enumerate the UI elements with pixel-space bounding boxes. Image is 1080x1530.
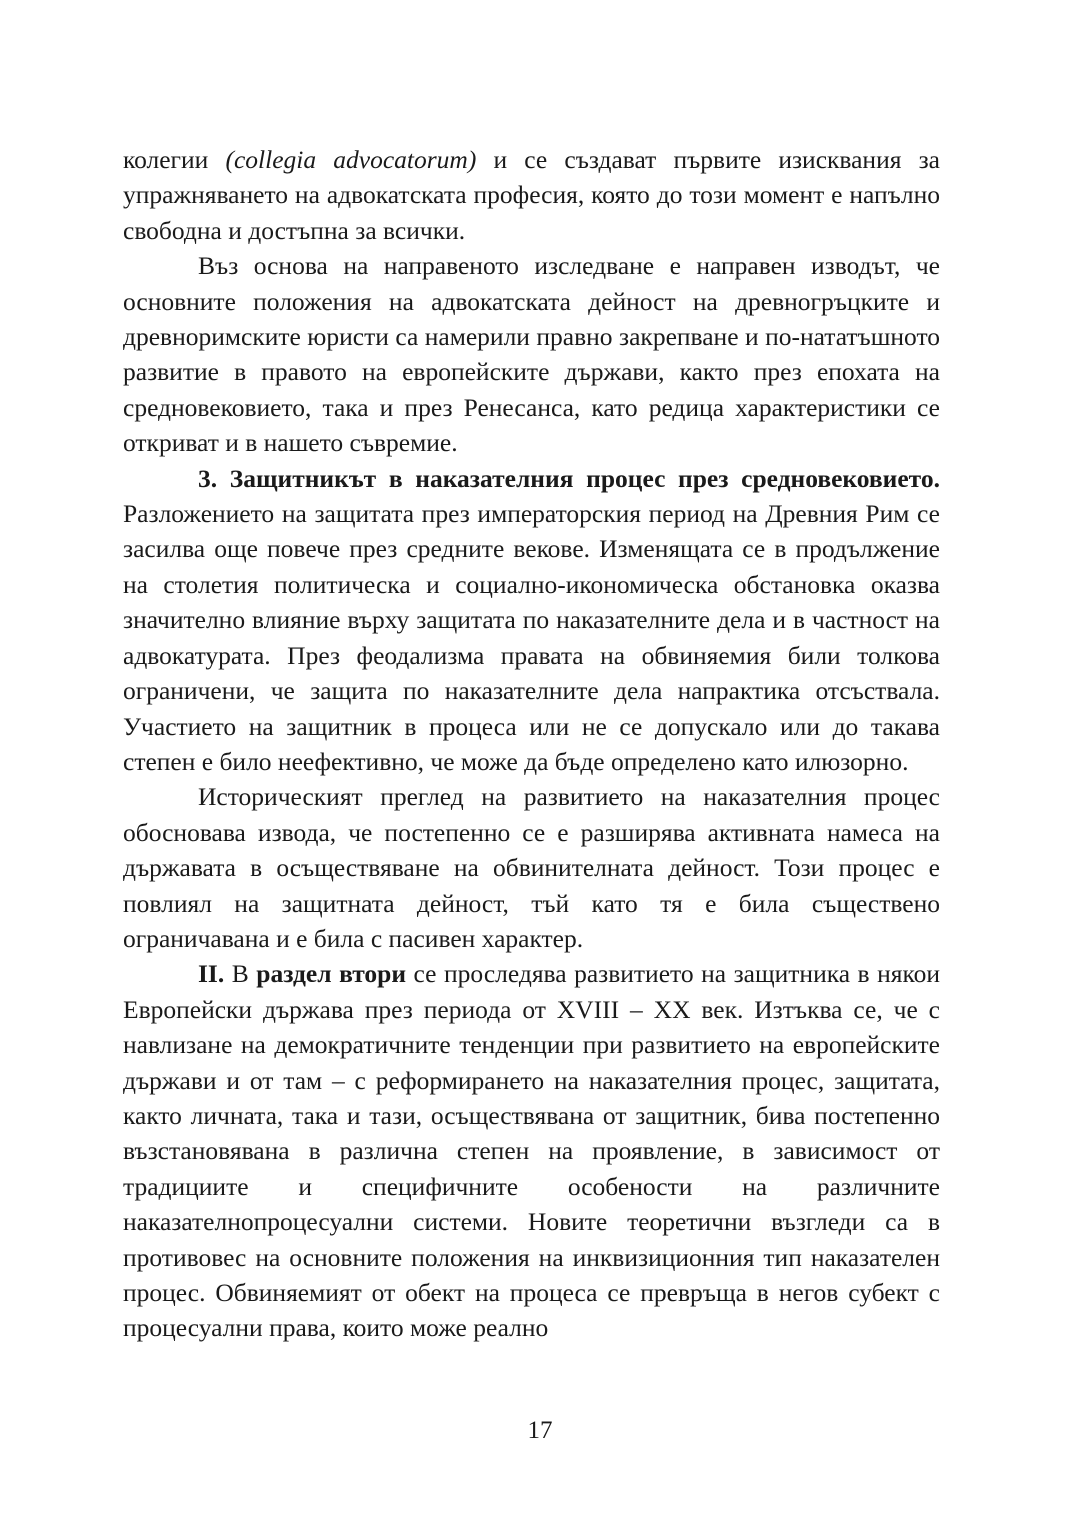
paragraph-3-text: Разложението на защитата през императорския период на Древния Рим се засилва още повече през средните векове. Изменящата се в продължение на столетия политическа и социално-икономическа обстановка оказва значително влияние върху защитата по наказателните дела и в частност на адвокатурата. През феодализма правата на обвиняемия били толкова ограничени, че защита по наказателните дела напрактика отсъствала. Участието на защитник в процеса или не се допускало или до такава степен е било неефективно, че може да бъде определено като илюзорно.: [123, 499, 940, 776]
paragraph-1: [123, 142, 940, 248]
paragraph-2: [123, 248, 940, 460]
paragraph-4-text: Историческият преглед на развитието на наказателния процес обосновава извода, че постепенно се е разширява активната намеса на държавата в осъществяване на обвинителната дейност. Този процес е повлиял на защитната дейност, тъй като тя е била съществено ограничавана и е била с пасивен характер.: [123, 782, 940, 953]
paragraph-5: [123, 956, 940, 1345]
section-title-bold: раздел втори: [256, 959, 407, 989]
paragraph-5-text-a: В: [224, 959, 257, 989]
section-number-roman: II.: [198, 959, 225, 989]
paragraph-4: [123, 779, 940, 956]
paragraph-5-text-b: се проследява развитието на защитника в някои Европейски държава през периода от XVIII – XX век. Изтъква се, че с навлизане на демократичните тенденции при развитието на европейските държави и от там – с реформирането на наказателния процес, защитата, както личната, така и тази, осъществявана от защитник, бива постепенно възстановявана в различна степен на проявление, в зависимост от традициите и специфичните особености на различните наказателнопроцесуални системи. Новите теоретични възгледи са в противовес на основните положения на инквизиционния тип наказателен процес. Обвиняемият от обект на процеса се превръща в негов субект с процесуални права, които може реално: [123, 959, 940, 1343]
page-body: [123, 142, 940, 1346]
paragraph-2-text: Въз основа на направеното изследване е направен изводът, че основните положения на адвокатската дейност на древногръцките и древноримските юристи са намерили правно закрепване и по-нататъшното развитие в правото на европейските държави, както през епохата на средновековието, така и през Ренесанса, като редица характеристики се откриват и в нашето съвремие.: [123, 251, 940, 458]
section-heading-middle-ages: 3. Защитникът в наказателния процес през средновековието.: [198, 463, 940, 493]
page-number: 17: [527, 1417, 553, 1444]
paragraph-1-text-a: колегии: [123, 145, 226, 174]
paragraph-3: [123, 461, 940, 780]
paragraph-1-text-b: и се създават първите изисквания за упражняването на адвокатската професия, която до този момент е напълно свободна и достъпна за всички.: [123, 145, 940, 245]
paragraph-1-latin-term: (collegia advocatorum): [225, 145, 477, 174]
